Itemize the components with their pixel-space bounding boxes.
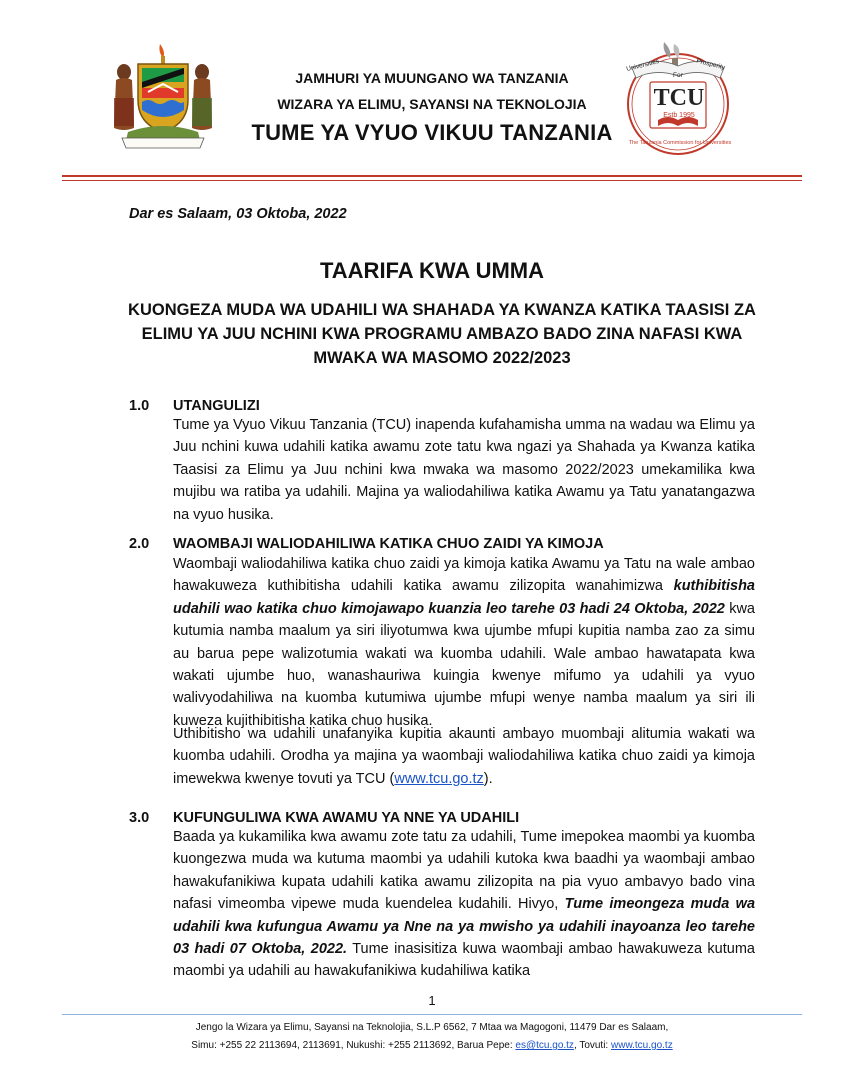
section-3-number: 3.0 xyxy=(129,810,150,826)
section-2-paragraph-1 xyxy=(173,553,755,732)
section-1-number: 1.0 xyxy=(129,398,150,414)
footer-contacts xyxy=(0,1040,864,1051)
tcu-website-link[interactable]: www.tcu.go.tz xyxy=(394,770,484,787)
header-ministry: WIZARA YA ELIMU, SAYANSI NA TEKNOLOJIA xyxy=(277,96,587,112)
section-2-paragraph-2 xyxy=(173,723,755,790)
page-number: 1 xyxy=(428,993,436,1008)
page-subtitle: KUONGEZA MUDA WA UDAHILI WA SHAHADA YA KWANZA KATIKA TAASISI ZA ELIMU YA JUU NCHINI KWA PROGRAMU AMBAZO BADO ZINA NAFASI KWA MWAKA WA MASOMO 2022/2023 xyxy=(128,301,756,367)
footer-rule xyxy=(62,1014,802,1015)
tcu-logo-ring-text: The Tanzania Commission for Universities xyxy=(628,140,732,146)
section-2-p2-intro: Uthibitisho wa udahili unafanyika kupitia akaunti ambayo muombaji alitumia wakati wa kuomba udahili. Orodha ya majina ya waombaji waliodahiliwa katika chuo zaidi ya kimoja imewekwa kwenye tovuti ya TCU ( xyxy=(173,726,755,787)
section-2-p2-end: ). xyxy=(483,770,493,787)
footer-website-label: , Tovuti: xyxy=(573,1040,611,1051)
header-republic: JAMHURI YA MUUNGANO WA TANZANIA xyxy=(295,70,569,86)
section-1-heading: UTANGULIZI xyxy=(173,398,260,414)
section-2-number: 2.0 xyxy=(129,536,150,552)
page-title: TAARIFA KWA UMMA xyxy=(319,258,545,283)
section-2-p1-intro: Waombaji waliodahiliwa katika chuo zaidi ya kimoja katika Awamu ya Tatu na wale ambao hawakuweza kuthibitisha udahili katika awamu zilizopita wanahimizwa xyxy=(173,556,755,595)
footer-website-link[interactable]: www.tcu.go.tz xyxy=(611,1040,673,1051)
section-3-p1-rest: Tume inasisitiza kuwa waombaji ambao hawakuweza kutuma maombi ya udahili au hawakufanikiwa kudahiliwa katika xyxy=(173,941,755,980)
header-commission: TUME YA VYUO VIKUU TANZANIA xyxy=(251,120,613,145)
footer-email-link[interactable]: es@tcu.go.tz xyxy=(515,1040,574,1051)
tcu-logo-motto-left: Universities xyxy=(625,58,660,73)
footer-phones: Simu: +255 22 2113694, 2113691, Nukushi: +255 2113692, Barua Pepe: xyxy=(191,1040,516,1051)
footer-address: Jengo la Wizara ya Elimu, Sayansi na Teknolojia, S.L.P 6562, 7 Mtaa wa Magogoni, 11479 Dar es Salaam, xyxy=(195,1022,669,1033)
tcu-logo-motto-right: Prosperity xyxy=(695,57,726,72)
section-3-heading: KUFUNGULIWA KWA AWAMU YA NNE YA UDAHILI xyxy=(173,810,520,826)
tcu-logo-motto-mid: For xyxy=(673,72,683,79)
section-2-p1-emphasis: kuthibitisha udahili wao katika chuo kimojawapo kuanzia leo tarehe 03 hadi 24 Oktoba, 2022 xyxy=(173,578,755,617)
tcu-logo-estd: Estb 1995 xyxy=(663,112,695,119)
section-3-paragraph-1 xyxy=(173,826,755,983)
header-rule-thick xyxy=(62,175,802,177)
section-3-p1-intro: Baada ya kukamilika kwa awamu zote tatu za udahili, Tume imepokea maombi ya kuomba kuongezwa muda wa kutuma maombi ya udahili kutoka kwa baadhi ya waombaji ambao hawakufanikiwa kupata udahili katika awamu zilizopita na pia vyuo ambavyo bado vina nafasi vimeomba vipewe muda kuendelea kudahili. Hivyo, xyxy=(173,829,755,913)
section-3-p1-emphasis: Tume imeongeza muda wa udahili kwa kufungua Awamu ya Nne na ya mwisho ya udahili inayoanza leo tarehe 03 hadi 07 Oktoba, 2022. xyxy=(173,896,756,958)
tcu-logo-abbr: TCU xyxy=(653,85,705,111)
date-line: Dar es Salaam, 03 Oktoba, 2022 xyxy=(129,206,347,222)
header-rule-thin xyxy=(62,180,802,181)
section-2-p1-rest: kwa kutumia namba maalum ya siri iliyotumwa kwa ujumbe mfupi kupitia namba zao za simu au barua pepe walizotumia wakati wa kuomba udahili. Wale ambao hawatapata kwa wakati ujumbe huo, wanashauriwa kuingia kwenye mifumo ya udahili ya vyuo walivyodahiliwa na kuomba kutumiwa ujumbe mfupi wenye namba maalum ya siri ili kuweza kujithibitisha katika chuo husika. xyxy=(173,600,755,729)
section-2-heading: WAOMBAJI WALIODAHILIWA KATIKA CHUO ZAIDI YA KIMOJA xyxy=(173,536,604,552)
section-1-text: Tume ya Vyuo Vikuu Tanzania (TCU) inapenda kufahamisha umma na wadau wa Elimu ya Juu nchini kuwa udahili katika awamu zote tatu kwa ngazi ya Shahada ya Kwanza katika Taasisi za Elimu ya Juu nchini kwa mwaka wa masomo 2022/2023 umekamilika kwa mujibu wa ratiba ya udahili. Majina ya waliodahiliwa katika Awamu ya Tatu yanatangazwa na vyuo husika. xyxy=(173,417,755,523)
